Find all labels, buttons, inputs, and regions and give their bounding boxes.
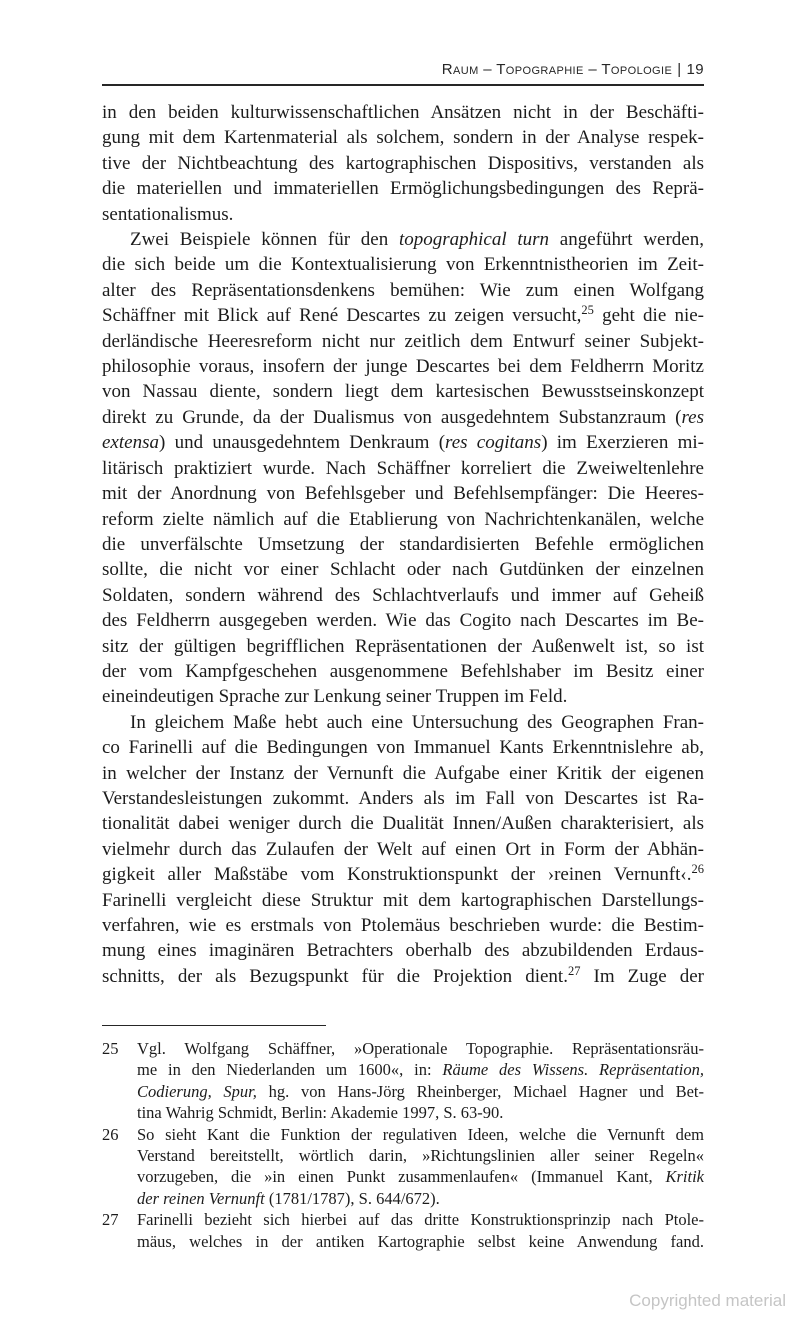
text-run: mung eines imaginären Betrachters oberhalb des abzubildenden Erdaus- [102, 940, 704, 962]
text-run: mäus, welches in der antiken Kartographie selbst keine Anwendung fand. [137, 1231, 704, 1251]
text-line [102, 761, 704, 786]
text-line [102, 176, 704, 201]
footnote-number: 26 [102, 1124, 119, 1144]
footnote-line [137, 1166, 704, 1187]
footnote-ref: 27 [567, 963, 581, 978]
text-line [102, 100, 704, 125]
text-run: Räume des Wissens. Repräsentation, [442, 1060, 704, 1080]
footnote-number: 27 [102, 1210, 119, 1230]
copyright-watermark: Copyrighted material [629, 1291, 786, 1310]
footnote-number: 25 [102, 1039, 119, 1058]
footnote-line [137, 1059, 704, 1080]
text-run: tina Wahrig Schmidt, Berlin: Akademie 1997, S. 63-90. [137, 1103, 504, 1123]
footnote [102, 1124, 704, 1210]
footnote-separator [102, 1025, 326, 1026]
text-run: tionalität dabei weniger durch die Dualität Innen/Außen charakterisiert, als [102, 813, 704, 835]
text-line [102, 862, 704, 887]
footnote-text [137, 1038, 704, 1124]
text-line [102, 379, 704, 404]
text-line [102, 405, 704, 430]
text-run: Vgl. Wolfgang Schäffner, »Operationale Topographie. Repräsentationsräu- [137, 1039, 704, 1058]
text-line [102, 456, 704, 481]
text-line [102, 507, 704, 532]
text-run: Farinelli vergleicht diese Struktur mit dem kartographischen Darstellungs- [102, 889, 704, 911]
footnote-line [137, 1102, 704, 1123]
footnote-list [102, 1038, 704, 1252]
text-run: Soldaten, sondern während des Schlachtverlaufs und immer auf Geheiß [102, 584, 704, 606]
text-run: alter des Repräsentationsdenkens bemühen: Wie zum einen Wolfgang [102, 279, 704, 301]
footnote-text [137, 1209, 704, 1252]
text-line [102, 888, 704, 913]
running-head-title: Raum – Topographie – Topologie [441, 61, 673, 78]
text-run: sollte, die nicht vor einer Schlacht oder nach Gutdünken der einzelnen [102, 559, 704, 581]
footnote-line [137, 1145, 704, 1166]
text-run: litärisch praktiziert wurde. Nach Schäffner korreliert die Zweiweltenlehre [102, 457, 704, 479]
text-run: von Nassau diente, sondern liegt dem kartesischen Bewusstseinskonzept [102, 381, 704, 403]
text-run: schnitts, der als Bezugspunkt für die Projektion dient. [102, 965, 568, 987]
text-line [102, 354, 704, 379]
page-number: 19 [686, 61, 704, 78]
header-separator: | [677, 61, 682, 78]
text-line [102, 735, 704, 760]
text-run: Im Zuge der [580, 965, 705, 987]
text-run: Zwei Beispiele können für den [130, 229, 399, 251]
text-line [102, 964, 704, 989]
text-run: me in den Niederlanden um 1600«, in: [137, 1060, 443, 1080]
footnote-ref: 25 [581, 303, 594, 318]
text-run: in welcher der Instanz der Vernunft die Aufgabe einer Kritik der eigenen [102, 762, 704, 784]
text-run: gigkeit aller Maßstäbe vom Konstruktionspunkt der ›reinen Vernunft‹. [102, 864, 692, 886]
text-run: Verstand bereitstellt, wörtlich darin, »Richtungslinien aller seiner Regeln« [137, 1146, 704, 1166]
text-run: direkt zu Grunde, da der Dualismus von ausgedehntem Substanzraum ( [102, 406, 682, 428]
text-run: In gleichem Maße hebt auch eine Untersuchung des Geographen Fran- [130, 711, 704, 733]
text-line [102, 532, 704, 557]
text-line [102, 557, 704, 582]
text-run: res [681, 406, 704, 428]
text-run: Kritik [665, 1167, 704, 1187]
text-run: des Feldherrn ausgegeben werden. Wie das Cogito nach Descartes im Be- [102, 610, 704, 632]
text-line [102, 659, 704, 684]
text-run: angeführt werden, [549, 229, 704, 251]
footnote-line [137, 1188, 704, 1209]
text-run: Schäffner mit Blick auf René Descartes zu zeigen versucht, [102, 305, 582, 327]
text-run: vorzugeben, die »in einen Punkt zusammenlaufen« (Immanuel Kant, [137, 1167, 666, 1187]
text-run: der reinen Vernunft [137, 1188, 265, 1208]
text-run: ) und unausgedehntem Denkraum ( [158, 432, 446, 454]
text-line [102, 684, 704, 709]
page-header [102, 61, 704, 78]
text-line [102, 837, 704, 862]
text-run: ) im Exerzieren mi- [541, 432, 704, 454]
text-run: die sich beide um die Kontextualisierung von Erkenntnistheorien im Zeit- [102, 254, 704, 276]
text-run: Codierung, Spur, [137, 1081, 257, 1101]
text-run: die materiellen und immateriellen Ermöglichungsbedingungen des Reprä- [102, 178, 704, 200]
text-line [102, 811, 704, 836]
text-run: co Farinelli auf die Bedingungen von Immanuel Kants Erkenntnislehre ab, [102, 737, 704, 759]
footnote-line [137, 1124, 704, 1145]
footnote [102, 1209, 704, 1252]
text-run: (1781/1787), S. 644/672). [264, 1188, 440, 1208]
text-run: extensa [102, 432, 159, 454]
text-line [102, 634, 704, 659]
text-line [102, 481, 704, 506]
text-line [102, 430, 704, 455]
header-rule [102, 84, 704, 86]
text-line [102, 710, 704, 735]
text-line [102, 303, 704, 328]
text-line [102, 786, 704, 811]
text-run: mit der Anordnung von Befehlsgeber und Befehlsempfänger: Die Heeres- [102, 483, 704, 505]
text-run: derländische Heeresreform nicht nur zeitlich dem Entwurf seiner Subjekt- [102, 330, 704, 352]
text-run: reform zielte nämlich auf die Etablierung von Nachrichtenkanälen, welche [102, 508, 704, 530]
text-line [102, 202, 704, 227]
text-run: der vom Kampfgeschehen ausgenommene Befehlshaber im Besitz einer [102, 660, 704, 682]
text-line [102, 125, 704, 150]
text-run: sitz der gültigen begrifflichen Repräsentationen der Außenwelt ist, so ist [102, 635, 704, 657]
footnote-text [137, 1124, 704, 1210]
text-line [102, 151, 704, 176]
text-run: geht die nie- [593, 305, 704, 327]
text-run: eineindeutigen Sprache zur Lenkung seiner Truppen im Feld. [102, 686, 568, 708]
text-run: gung mit dem Kartenmaterial als solchem, sondern in der Analyse respek- [102, 127, 704, 149]
text-line [102, 608, 704, 633]
text-line [102, 227, 704, 252]
text-line [102, 252, 704, 277]
text-run: philosophie voraus, insofern der junge Descartes bei dem Feldherrn Moritz [102, 356, 704, 378]
text-run: hg. von Hans-Jörg Rheinberger, Michael Hagner und Bet- [256, 1081, 704, 1101]
body-text [102, 100, 704, 989]
text-run: verfahren, wie es erstmals von Ptolemäus beschrieben wurde: die Bestim- [102, 915, 704, 936]
text-run: Verstandesleistungen zukommt. Anders als im Fall von Descartes ist Ra- [102, 787, 704, 809]
footnote-line [137, 1081, 704, 1102]
text-run: in den beiden kulturwissenschaftlichen Ansätzen nicht in der Beschäfti- [102, 102, 704, 123]
footnote-line [137, 1209, 704, 1230]
text-run: tive der Nichtbeachtung des kartographischen Dispositivs, verstanden als [102, 152, 704, 174]
text-run: So sieht Kant die Funktion der regulativen Ideen, welche die Vernunft dem [137, 1124, 704, 1144]
text-run: res cogitans [445, 432, 542, 454]
text-line [102, 329, 704, 354]
text-run: topographical turn [398, 229, 550, 251]
footnote-line [137, 1038, 704, 1059]
footnote-ref: 26 [691, 862, 704, 877]
text-run: Farinelli bezieht sich hierbei auf das dritte Konstruktionsprinzip nach Ptole- [137, 1210, 704, 1230]
text-run: sentationalismus. [102, 203, 234, 225]
text-line [102, 913, 704, 938]
text-line [102, 583, 704, 608]
text-line [102, 278, 704, 303]
text-run: die unverfälschte Umsetzung der standardisierten Befehle ermöglichen [102, 533, 704, 555]
footnote [102, 1038, 704, 1124]
text-run: vielmehr durch das Zulaufen der Welt auf einen Ort in Form der Abhän- [102, 838, 704, 860]
footnote-line [137, 1231, 704, 1252]
text-line [102, 938, 704, 963]
